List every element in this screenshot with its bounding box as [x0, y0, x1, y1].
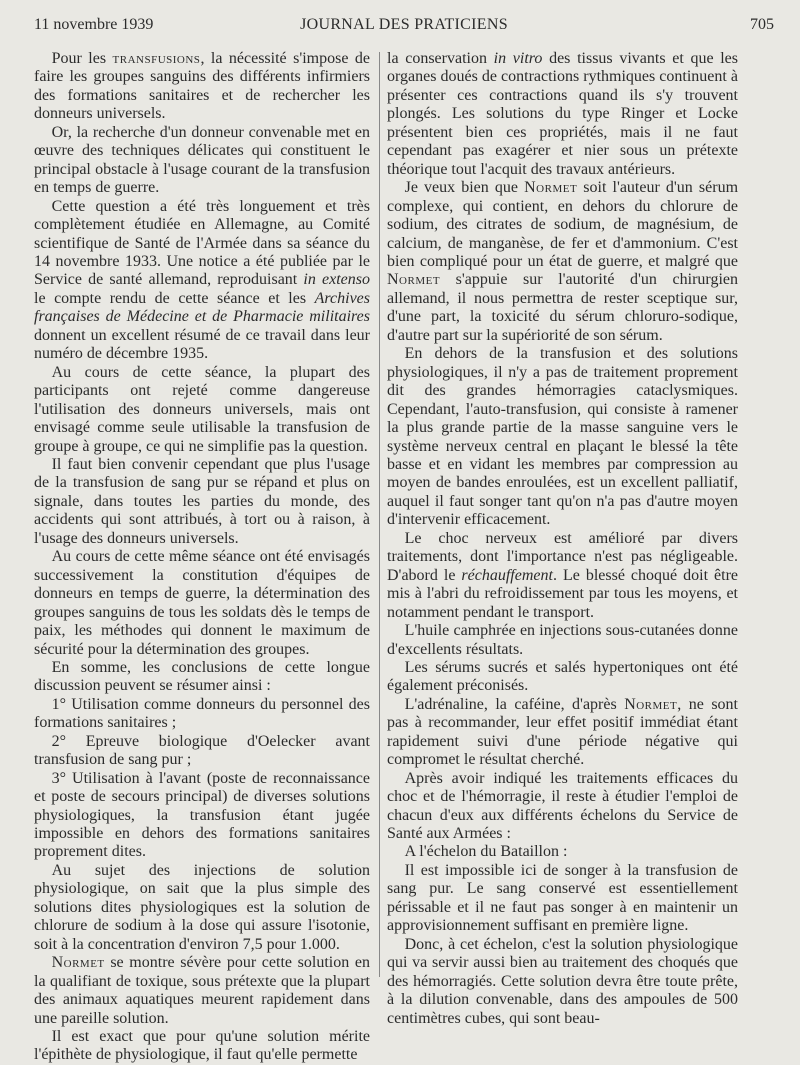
paragraph	[34, 124, 370, 198]
left-column	[34, 50, 370, 1065]
small-caps-text: Normet	[51, 954, 105, 972]
text-run: Les sérums sucrés et salés hypertoniques ont été également préconisés.	[387, 658, 738, 695]
text-run: L'huile camphrée en injections sous-cutanées donne d'excellents résultats.	[387, 622, 738, 658]
text-run: Il est impossible ici de songer à la transfusion de sang pur. Le sang conservé est essentiellement périssable et il ne faut pas songer à en maintenir un approvisionnement suffisant en première ligne.	[387, 861, 738, 935]
text-run: s'appuie sur l'autorité d'un chirurgien allemand, il nous permettra de rester sceptique sur, d'une part, la toxicité du sérum chloruro-sodique, d'autre part sur la supériorité de son sérum.	[387, 271, 738, 344]
paragraph	[387, 770, 738, 844]
italic-text: in extenso	[303, 271, 370, 289]
text-run: donnent un excellent résumé de ce travail dans leur numéro de décembre 1935.	[34, 326, 370, 363]
text-run: . Le blessé choqué doit être mis à l'abri du refroidissement par tous les moyens, et notamment pendant le transport.	[387, 566, 738, 621]
text-run: des tissus vivants et que les organes doués de contractions rythmiques continuent à présenter ces contractions quand ils s'y trouvent plongés. Les solutions du type Ringer et Locke présentent bien ces propriétés, mais il ne faut cependant pas exagérer et nier sous un prétexte théorique tout l'acquit des travaux antérieurs.	[387, 50, 738, 178]
right-column	[387, 50, 738, 1028]
paragraph	[387, 345, 738, 530]
page-header	[34, 16, 774, 38]
issue-date: 11 novembre 1939	[34, 16, 154, 33]
text-run: Au sujet des injections de solution physiologique, on sait que la plus simple des solutions dites physiologiques est la solution de chlorure de sodium à la dose qui assure l'isotonie, soit à la concentration d'environ 7,5 pour 1.000.	[34, 861, 370, 953]
italic-text: Archives françaises de Médecine et de Pharmacie militaires	[34, 289, 370, 326]
small-caps-text: Normet	[524, 179, 578, 197]
text-run: 1° Utilisation comme donneurs du personnel des formations sanitaires ;	[34, 695, 370, 732]
paragraph	[34, 659, 370, 696]
paragraph	[34, 733, 370, 770]
text-run: , la nécessité s'impose de faire les groupes sanguins des différents infirmiers des formations sanitaires et de rechercher les donneurs universels.	[34, 50, 370, 123]
text-run: A l'échelon du Bataillon :	[404, 843, 568, 861]
page-number: 705	[750, 16, 774, 33]
paragraph	[387, 696, 738, 770]
paragraph	[34, 548, 370, 659]
text-run: Il faut bien convenir cependant que plus l'usage de la transfusion de sang pur se répand et plus on signale, dans toutes les parties du monde, des accidents qui sont attribués, à tort ou à raison, à l'usage des donneurs universels.	[34, 455, 370, 547]
text-run: Je veux bien que	[404, 179, 525, 197]
paragraph	[387, 179, 738, 345]
text-run: Au cours de cette même séance ont été envisagés successivement la constitution d'équipes de donneurs en temps de guerre, la détermination des groupes sanguins de tous les soldats dès le temps de paix, les méthodes qui donnent le maximum de sécurité pour la détermination des groupes.	[34, 548, 370, 658]
text-run: Il est exact que pour qu'une solution mérite l'épithète de physiologique, il faut qu'elle permette	[34, 1028, 370, 1064]
italic-text: in vitro	[493, 50, 543, 67]
paragraph	[387, 622, 738, 659]
journal-title: JOURNAL DES PRATICIENS	[300, 16, 508, 33]
paragraph	[387, 862, 738, 936]
text-run: , ne sont pas à recommander, leur effet positif immédiat étant rapidement suivi d'une période négative qui compromet le résultat cherché.	[387, 695, 738, 769]
small-caps-text: transfusions	[112, 50, 201, 67]
text-run: le compte rendu de cette séance et les	[34, 289, 315, 307]
column-divider	[379, 52, 380, 977]
text-run: Donc, à cet échelon, c'est la solution physiologique qui va servir aussi bien au traitement des choqués que des hémorragiés. Cette solution devra être toute prête, à la dilution convenable, dans des ampoules de 500 centimètres cubes, qui sont beau-	[387, 935, 738, 1027]
italic-text: réchauffement	[461, 566, 553, 584]
text-run: soit l'auteur d'un sérum complexe, qui contient, en dehors du chlorure de sodium, des citrates de sodium, de magnésium, de calcium, de manganèse, de fer et d'ammonium. C'est bien compliqué pour un état de guerre, et malgré que	[387, 179, 739, 270]
paragraph	[387, 659, 738, 696]
text-run: Pour les	[51, 50, 113, 67]
text-run: Cette question a été très longuement et très complètement étudiée en Allemagne, au Comité scientifique de Santé de l'Armée dans sa séance du 14 novembre 1933. Une notice a été publiée par le Service de santé allemand, reproduisant	[34, 197, 370, 289]
text-run: 2° Epreuve biologique d'Oelecker avant transfusion de sang pur ;	[34, 732, 370, 769]
paragraph	[34, 364, 370, 456]
paragraph	[34, 770, 370, 862]
text-run: En dehors de la transfusion et des solutions physiologiques, il n'y a pas de traitement proprement dit des grandes hémorragies cataclysmiques. Cependant, l'auto-transfusion, qui consiste à ramener la plus grande partie de la masse sanguine vers le système nerveux central en plaçant le blessé la tête basse et en vidant les membres par compression au moyen de bandes enroulées, est un excellent palliatif, auquel il faut songer tant qu'on n'a pas d'autre moyen d'intervenir efficacement.	[387, 345, 738, 529]
text-run: Le choc nerveux est amélioré par divers traitements, dont l'importance n'est pas négligeable. D'abord le	[387, 529, 738, 584]
paragraph	[387, 936, 738, 1028]
text-run: Or, la recherche d'un donneur convenable met en œuvre des techniques délicates qui constituent le principal obstacle à l'usage courant de la transfusion en temps de guerre.	[34, 123, 370, 197]
paragraph	[34, 198, 370, 364]
text-run: la conservation	[387, 50, 494, 67]
paragraph	[34, 50, 370, 124]
text-run: se montre sévère pour cette solution en la qualifiant de toxique, sous prétexte que la plupart des animaux aquatiques meurent rapidement dans une pareille solution.	[34, 954, 370, 1027]
paragraph	[34, 862, 370, 954]
text-run: L'adrénaline, la caféine, d'après	[404, 695, 625, 713]
paragraph	[387, 530, 738, 622]
text-run: Au cours de cette séance, la plupart des participants ont rejeté comme dangereuse l'utilisation des donneurs universels, mais ont envisagé comme seule utilisable la transfusion de groupe à groupe, ce qui ne simplifie pas la question.	[34, 363, 370, 455]
paragraph	[34, 696, 370, 733]
paragraph	[34, 954, 370, 1028]
small-caps-text: Normet	[387, 271, 441, 289]
paragraph	[387, 843, 738, 861]
paragraph	[387, 50, 738, 179]
paragraph	[34, 456, 370, 548]
text-run: Après avoir indiqué les traitements efficaces du choc et de l'hémorragie, il reste à étudier l'emploi de chacun d'eux aux différents échelons du Service de Santé aux Armées :	[387, 769, 738, 843]
paragraph	[34, 1028, 370, 1065]
small-caps-text: Normet	[624, 695, 678, 713]
text-run: 3° Utilisation à l'avant (poste de reconnaissance et poste de secours principal) de diverses solutions physiologiques, la transfusion étant jugée impossible en dehors des formations sanitaires proprement dites.	[34, 769, 370, 861]
text-run: En somme, les conclusions de cette longue discussion peuvent se résumer ainsi :	[34, 658, 370, 695]
